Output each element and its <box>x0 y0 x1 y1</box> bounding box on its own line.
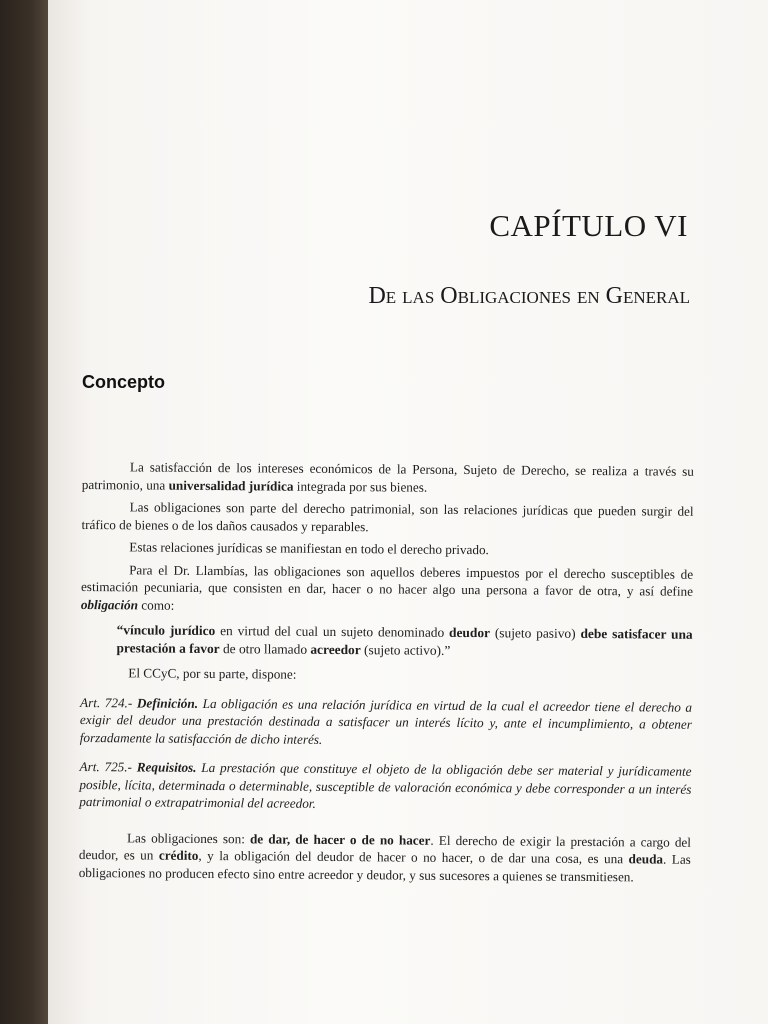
article-725: Art. 725.- Requisitos. La prestación que constituye el objeto de la obligación debe ser material y jurídicamente posible, lícita, determinada o determinable, susceptible de valoración económica y debe corresponder a un interés patrimonial o extrapatrimonial del acreedor. <box>79 758 692 811</box>
section-heading: Concepto <box>82 372 165 392</box>
paragraph-5: El CCyC, por su parte, dispone: <box>128 665 297 682</box>
article-724: Art. 724.- Definición. La obligación es una relación jurídica en virtud de la cual el acreedor tiene el derecho a exigir del deudor una prestación destinada a satisfacer un interés lícito y, ante el incumplimiento, a obtener forzadamente la satisfacción de dicho interés. <box>79 694 693 747</box>
book-spine-shadow <box>0 0 52 1024</box>
chapter-subtitle: De las Obligaciones en General <box>368 283 690 309</box>
body-text <box>79 458 694 891</box>
paragraph-4: Para el Dr. Llambías, las obligaciones son aquellos deberes impuestos por el derecho susceptibles de estimación pecuniaria, que consisten en dar, hacer o no hacer algo una persona a favor de otra, y así define obligación como: <box>80 561 694 613</box>
llambias-quote: “vínculo jurídico en virtud del cual un sujeto denominado deudor (sujeto pasivo) debe satisfacer una prestación a favor de otro llamado acreedor (sujeto activo).” <box>116 622 693 658</box>
paragraph-3: Estas relaciones jurídicas se manifiestan en todo el derecho privado. <box>129 539 489 558</box>
paragraph-1: La satisfacción de los intereses económicos de la Persona, Sujeto de Derecho, se realiza a través su patrimonio, una universalidad jurídica integrada por sus bienes. <box>81 459 694 495</box>
paragraph-6: Las obligaciones son: de dar, de hacer o de no hacer. El derecho de exigir la prestación a cargo del deudor, es un crédito, y la obligación del deudor de hacer o no hacer, o de dar una cosa, es una deuda. Las obligaciones no producen efecto sino entre acreedor y deudor, y sus sucesores a quienes se transmitiesen. <box>78 829 692 884</box>
paragraph-2: Las obligaciones son parte del derecho patrimonial, son las relaciones jurídicas que pueden surgir del tráfico de bienes o de los daños causados y reparables. <box>81 499 694 534</box>
book-page <box>48 0 768 1024</box>
chapter-title: CAPÍTULO VI <box>489 208 688 243</box>
